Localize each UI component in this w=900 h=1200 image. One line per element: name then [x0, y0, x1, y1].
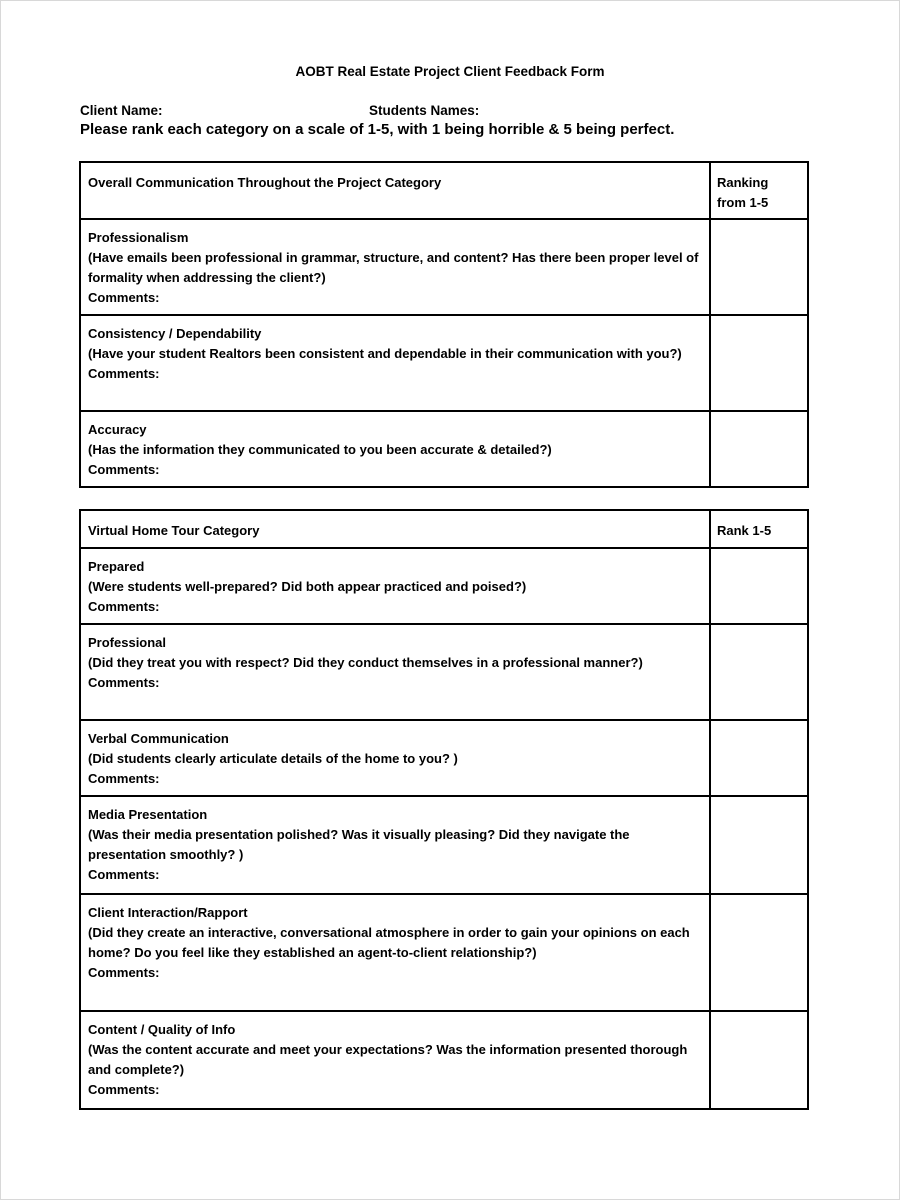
question-cell	[80, 411, 710, 487]
section-header: Overall Communication Throughout the Project Category	[80, 162, 710, 219]
rank-input-cell[interactable]	[710, 796, 808, 894]
question-row-prepared	[80, 548, 808, 624]
rank-input-cell[interactable]	[710, 548, 808, 624]
section-header-row	[80, 162, 808, 219]
question-title: Accuracy	[88, 422, 147, 437]
rank-input-cell[interactable]	[710, 1011, 808, 1109]
comments-label[interactable]: Comments:	[88, 290, 160, 305]
question-row-content-quality	[80, 1011, 808, 1109]
question-row-professional	[80, 624, 808, 720]
question-cell	[80, 548, 710, 624]
question-cell	[80, 315, 710, 411]
section-header: Virtual Home Tour Category	[80, 510, 710, 548]
question-text: (Did students clearly articulate details of the home to you? )	[88, 751, 458, 766]
rank-input-cell[interactable]	[710, 894, 808, 1011]
question-text: (Did they treat you with respect? Did they conduct themselves in a professional manner?)	[88, 655, 643, 670]
question-text: (Did they create an interactive, conversational atmosphere in order to gain your opinions on each home? Do you feel like they established an agent-to-client relationship?)	[88, 925, 690, 960]
question-cell	[80, 219, 710, 315]
question-text: (Have emails been professional in grammar, structure, and content? Has there been proper level of formality when addressing the client?)	[88, 250, 699, 285]
question-text: (Were students well-prepared? Did both appear practiced and poised?)	[88, 579, 527, 594]
question-title: Media Presentation	[88, 807, 208, 822]
question-text: (Was the content accurate and meet your expectations? Was the information presented thorough and complete?)	[88, 1042, 688, 1077]
question-title: Consistency / Dependability	[88, 326, 262, 341]
instructions-text: Please rank each category on a scale of 1-5, with 1 being horrible & 5 being perfect.	[80, 121, 675, 138]
comments-label[interactable]: Comments:	[88, 867, 160, 882]
virtual-tour-section-table	[79, 509, 809, 1110]
question-title: Professional	[88, 635, 167, 650]
form-title: AOBT Real Estate Project Client Feedback Form	[295, 64, 605, 79]
rank-header	[710, 162, 808, 219]
students-names-label: Students Names:	[369, 103, 480, 118]
rank-input-cell[interactable]	[710, 720, 808, 796]
question-cell	[80, 894, 710, 1011]
question-title: Prepared	[88, 559, 145, 574]
rank-header-line: from 1-5	[717, 195, 769, 210]
rank-header-line: Ranking	[717, 175, 769, 190]
comments-label[interactable]: Comments:	[88, 965, 160, 980]
question-title: Verbal Communication	[88, 731, 229, 746]
question-row-professionalism	[80, 219, 808, 315]
comments-label[interactable]: Comments:	[88, 771, 160, 786]
question-text: (Was their media presentation polished? Was it visually pleasing? Did they navigate the presentation smoothly? )	[88, 827, 630, 862]
comments-label[interactable]: Comments:	[88, 599, 160, 614]
rank-header-line: Rank 1-5	[717, 523, 772, 538]
comments-label[interactable]: Comments:	[88, 366, 160, 381]
communication-section-table	[79, 161, 809, 488]
question-cell	[80, 624, 710, 720]
question-row-consistency	[80, 315, 808, 411]
question-title: Professionalism	[88, 230, 189, 245]
rank-input-cell[interactable]	[710, 624, 808, 720]
rank-input-cell[interactable]	[710, 315, 808, 411]
comments-label[interactable]: Comments:	[88, 1082, 160, 1097]
section-header-row	[80, 510, 808, 548]
client-name-label: Client Name:	[80, 103, 163, 118]
comments-label[interactable]: Comments:	[88, 462, 160, 477]
question-cell	[80, 720, 710, 796]
rank-header	[710, 510, 808, 548]
question-text: (Have your student Realtors been consistent and dependable in their communication with you?)	[88, 346, 682, 361]
comments-label[interactable]: Comments:	[88, 675, 160, 690]
question-text: (Has the information they communicated to you been accurate & detailed?)	[88, 442, 552, 457]
rank-input-cell[interactable]	[710, 219, 808, 315]
question-title: Content / Quality of Info	[88, 1022, 236, 1037]
question-row-verbal-communication	[80, 720, 808, 796]
question-cell	[80, 1011, 710, 1109]
question-row-media-presentation	[80, 796, 808, 894]
rank-input-cell[interactable]	[710, 411, 808, 487]
question-cell	[80, 796, 710, 894]
question-row-client-interaction	[80, 894, 808, 1011]
question-row-accuracy	[80, 411, 808, 487]
question-title: Client Interaction/Rapport	[88, 905, 248, 920]
